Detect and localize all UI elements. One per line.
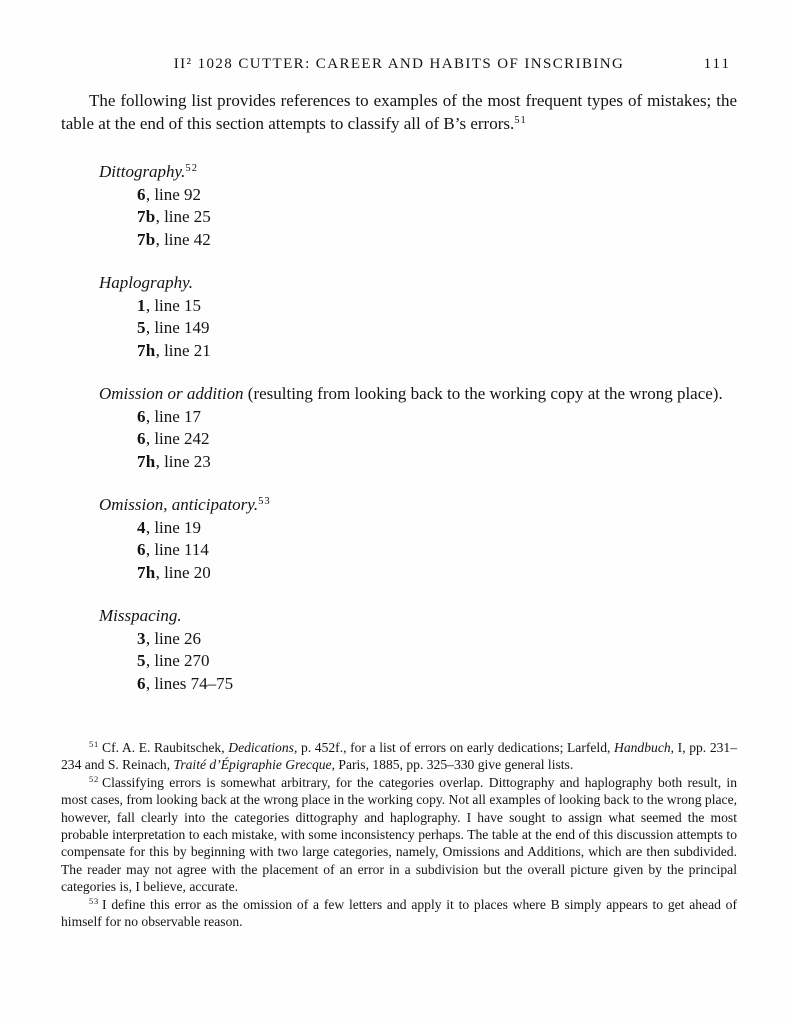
inscription-ref: 5 — [137, 651, 146, 670]
running-title: II² 1028 CUTTER: CAREER AND HABITS OF INSCRIBING — [173, 56, 625, 72]
inscription-ref: 7h — [137, 451, 156, 471]
line-ref: , line 26 — [145, 628, 202, 648]
line-ref: , line 20 — [155, 562, 211, 582]
intro-paragraph — [61, 90, 737, 135]
inscription-ref: 1 — [137, 295, 146, 315]
page-header — [61, 56, 737, 76]
section-misspacing — [61, 605, 737, 695]
section-title: Omission, anticipatory. — [99, 495, 259, 514]
section-heading — [61, 161, 737, 184]
inscription-ref: 6 — [137, 184, 146, 204]
inscription-ref: 7h — [137, 340, 156, 360]
intro-text: The following list provides references to examples of the most frequent types of mistakes; the table at the end of this section attempts to classify all of B’s errors. — [61, 91, 737, 133]
section-heading — [61, 494, 737, 517]
list-item — [137, 340, 737, 363]
line-ref: , line 25 — [155, 207, 211, 226]
list-item — [137, 406, 737, 429]
inscription-ref: 4 — [137, 517, 146, 537]
list-item — [137, 184, 737, 207]
footnote-text: , I, pp. 231–234 and S. Reinach, — [61, 740, 738, 773]
footnote-53 — [61, 896, 737, 931]
list-item — [137, 673, 737, 696]
line-ref: , line 21 — [155, 340, 211, 360]
page-number: 111 — [703, 56, 731, 72]
section-title: Dittography. — [99, 162, 186, 181]
section-omission-anticipatory — [61, 494, 737, 584]
inscription-ref: 6 — [137, 429, 146, 448]
footnote-text: I define this error as the omission of a few letters and apply it to places where B simply appears to get ahead of himself for no observable reason. — [61, 896, 737, 930]
footnote-text: Classifying errors is somewhat arbitrary, for the categories overlap. Dittography and haplography both result, in most cases, from looking back at the wrong place in the working copy. Not all examples of looking back to the wrong place, however, fall clearly into the categories dittography and haplography. I have sought to assign what seemed the most probable interpretation to each mistake, with some inconsistency perhaps. The table at the end of this discussion attempts to compensate for this by beginning with two large categories, namely, Omissions and Additions, which are then subdivided. The reader may not agree with the placement of an error in a subdivision but the overall picture given by the principal categories is, I believe, accurate. — [61, 774, 737, 895]
inscription-ref: 5 — [137, 318, 146, 337]
footnote-ref-53: 53 — [258, 496, 271, 508]
section-heading — [61, 272, 737, 295]
list-item — [137, 650, 737, 673]
line-ref: , lines 74–75 — [145, 673, 234, 693]
footnote-ref-51: 51 — [514, 114, 527, 126]
section-heading — [61, 605, 737, 628]
list-item — [137, 451, 737, 474]
footnote-text: , p. 452f., for a list of errors on early dedications; Larfeld, — [293, 740, 615, 755]
section-haplography — [61, 272, 737, 362]
line-ref: , line 242 — [145, 429, 210, 448]
line-ref: , line 42 — [155, 229, 211, 249]
inscription-ref: 7b — [137, 207, 156, 226]
error-lists — [61, 161, 737, 695]
inscription-ref: 6 — [137, 540, 146, 559]
inscription-ref: 7b — [137, 229, 156, 249]
section-title: Omission or addition — [99, 384, 244, 403]
line-ref: , line 15 — [145, 295, 202, 315]
work-title: Traité d’Épigraphie Grecque — [173, 757, 332, 773]
inscription-ref: 6 — [137, 673, 146, 693]
inscription-ref: 3 — [137, 628, 146, 648]
footnote-51 — [61, 739, 737, 774]
line-ref: , line 17 — [145, 406, 202, 426]
line-ref: , line 19 — [145, 517, 202, 537]
section-heading — [61, 383, 737, 406]
footnote-marker: 53 — [89, 896, 100, 907]
inscription-ref: 7h — [137, 562, 156, 582]
footnote-text: , Paris, 1885, pp. 325–330 give general lists. — [331, 757, 574, 773]
footnote-ref-52: 52 — [185, 163, 198, 175]
work-title: Dedications — [228, 740, 294, 755]
list-item — [137, 539, 737, 562]
section-dittography — [61, 161, 737, 251]
line-ref: , line 270 — [145, 651, 210, 670]
inscription-ref: 6 — [137, 406, 146, 426]
list-item — [137, 428, 737, 451]
section-tail: (resulting from looking back to the working copy at the wrong place). — [243, 384, 723, 403]
section-title: Misspacing. — [99, 606, 182, 625]
list-item — [137, 562, 737, 585]
list-item — [137, 206, 737, 229]
footnote-52 — [61, 774, 737, 896]
line-ref: , line 92 — [145, 184, 202, 204]
section-omission-or-addition — [61, 383, 737, 473]
footnotes — [61, 739, 737, 930]
work-title: Handbuch — [614, 740, 671, 755]
list-item — [137, 517, 737, 540]
line-ref: , line 114 — [145, 540, 209, 559]
line-ref: , line 23 — [155, 451, 211, 471]
list-item — [137, 229, 737, 252]
text-block — [61, 0, 737, 930]
footnote-marker: 51 — [89, 739, 100, 750]
footnote-marker: 52 — [89, 774, 100, 785]
list-item — [137, 628, 737, 651]
line-ref: , line 149 — [145, 318, 210, 337]
list-item — [137, 295, 737, 318]
section-title: Haplography. — [99, 273, 193, 292]
footnote-text: Cf. A. E. Raubitschek, — [102, 740, 229, 755]
list-item — [137, 317, 737, 340]
